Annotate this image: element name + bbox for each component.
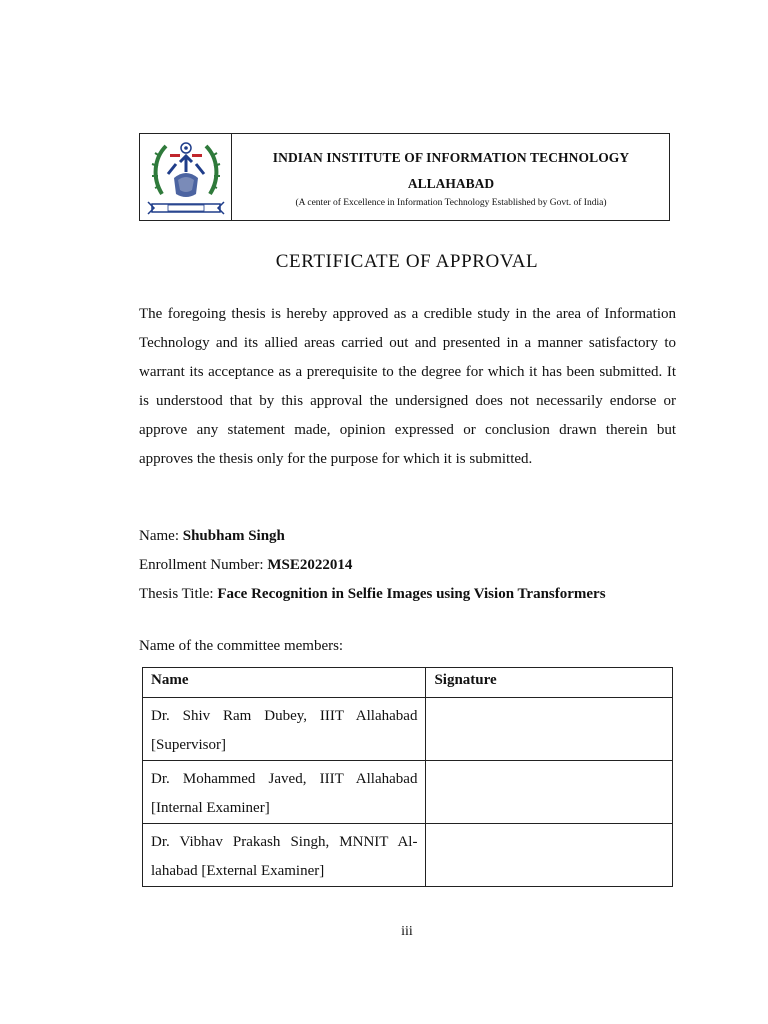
thesis-title-field bbox=[139, 586, 606, 603]
student-name-value: Shubham Singh bbox=[182, 528, 285, 544]
committee-table bbox=[142, 667, 673, 887]
thesis-title-label: Thesis Title: bbox=[139, 586, 214, 602]
student-name-label: Name: bbox=[139, 528, 179, 544]
signature-cell bbox=[426, 824, 673, 887]
member-name-cell: Dr. Vibhav Prakash Singh, MNNIT Allahabad [External Examiner] bbox=[143, 824, 426, 887]
signature-cell bbox=[426, 698, 673, 761]
table-header-row bbox=[143, 668, 673, 698]
enrollment-value: MSE2022014 bbox=[267, 557, 353, 573]
enrollment-label: Enrollment Number: bbox=[139, 557, 264, 573]
certificate-title: CERTIFICATE OF APPROVAL bbox=[275, 251, 539, 272]
student-name-field bbox=[139, 528, 285, 545]
page-number: iii bbox=[401, 924, 413, 939]
signature-cell bbox=[426, 761, 673, 824]
institute-logo bbox=[140, 134, 232, 220]
thesis-title-value: Face Recognition in Selfie Images using Vision Transformers bbox=[217, 586, 606, 602]
institute-city: ALLAHABAD bbox=[407, 176, 495, 191]
table-row bbox=[143, 761, 673, 824]
institute-tagline: (A center of Excellence in Information Technology Established by Govt. of India) bbox=[295, 198, 607, 208]
member-name-cell: Dr. Shiv Ram Dubey, IIIT Allahabad [Supervisor] bbox=[143, 698, 426, 761]
table-row bbox=[143, 824, 673, 887]
member-name-cell: Dr. Mohammed Javed, IIIT Allahabad [Internal Examiner] bbox=[143, 761, 426, 824]
institute-name: INDIAN INSTITUTE OF INFORMATION TECHNOLOGY bbox=[272, 150, 630, 165]
logo-emblem-icon bbox=[146, 138, 226, 216]
approval-paragraph: The foregoing thesis is hereby approved as a credible study in the area of Information Technology and its allied areas carried out and presented in a manner satisfactory to warrant its acceptance as a prerequisite to the degree for which it has been submitted. It is understood that by this approval the undersigned does not necessarily endorse or approve any statement made, opinion expressed or conclusion drawn therein but approves the thesis only for the purpose for which it is submitted. bbox=[139, 306, 676, 467]
table-row bbox=[143, 698, 673, 761]
signature-column-header: Signature bbox=[426, 668, 673, 698]
name-column-header: Name bbox=[143, 668, 426, 698]
institute-header bbox=[139, 133, 670, 221]
enrollment-field bbox=[139, 557, 352, 574]
committee-label: Name of the committee members: bbox=[139, 638, 344, 654]
